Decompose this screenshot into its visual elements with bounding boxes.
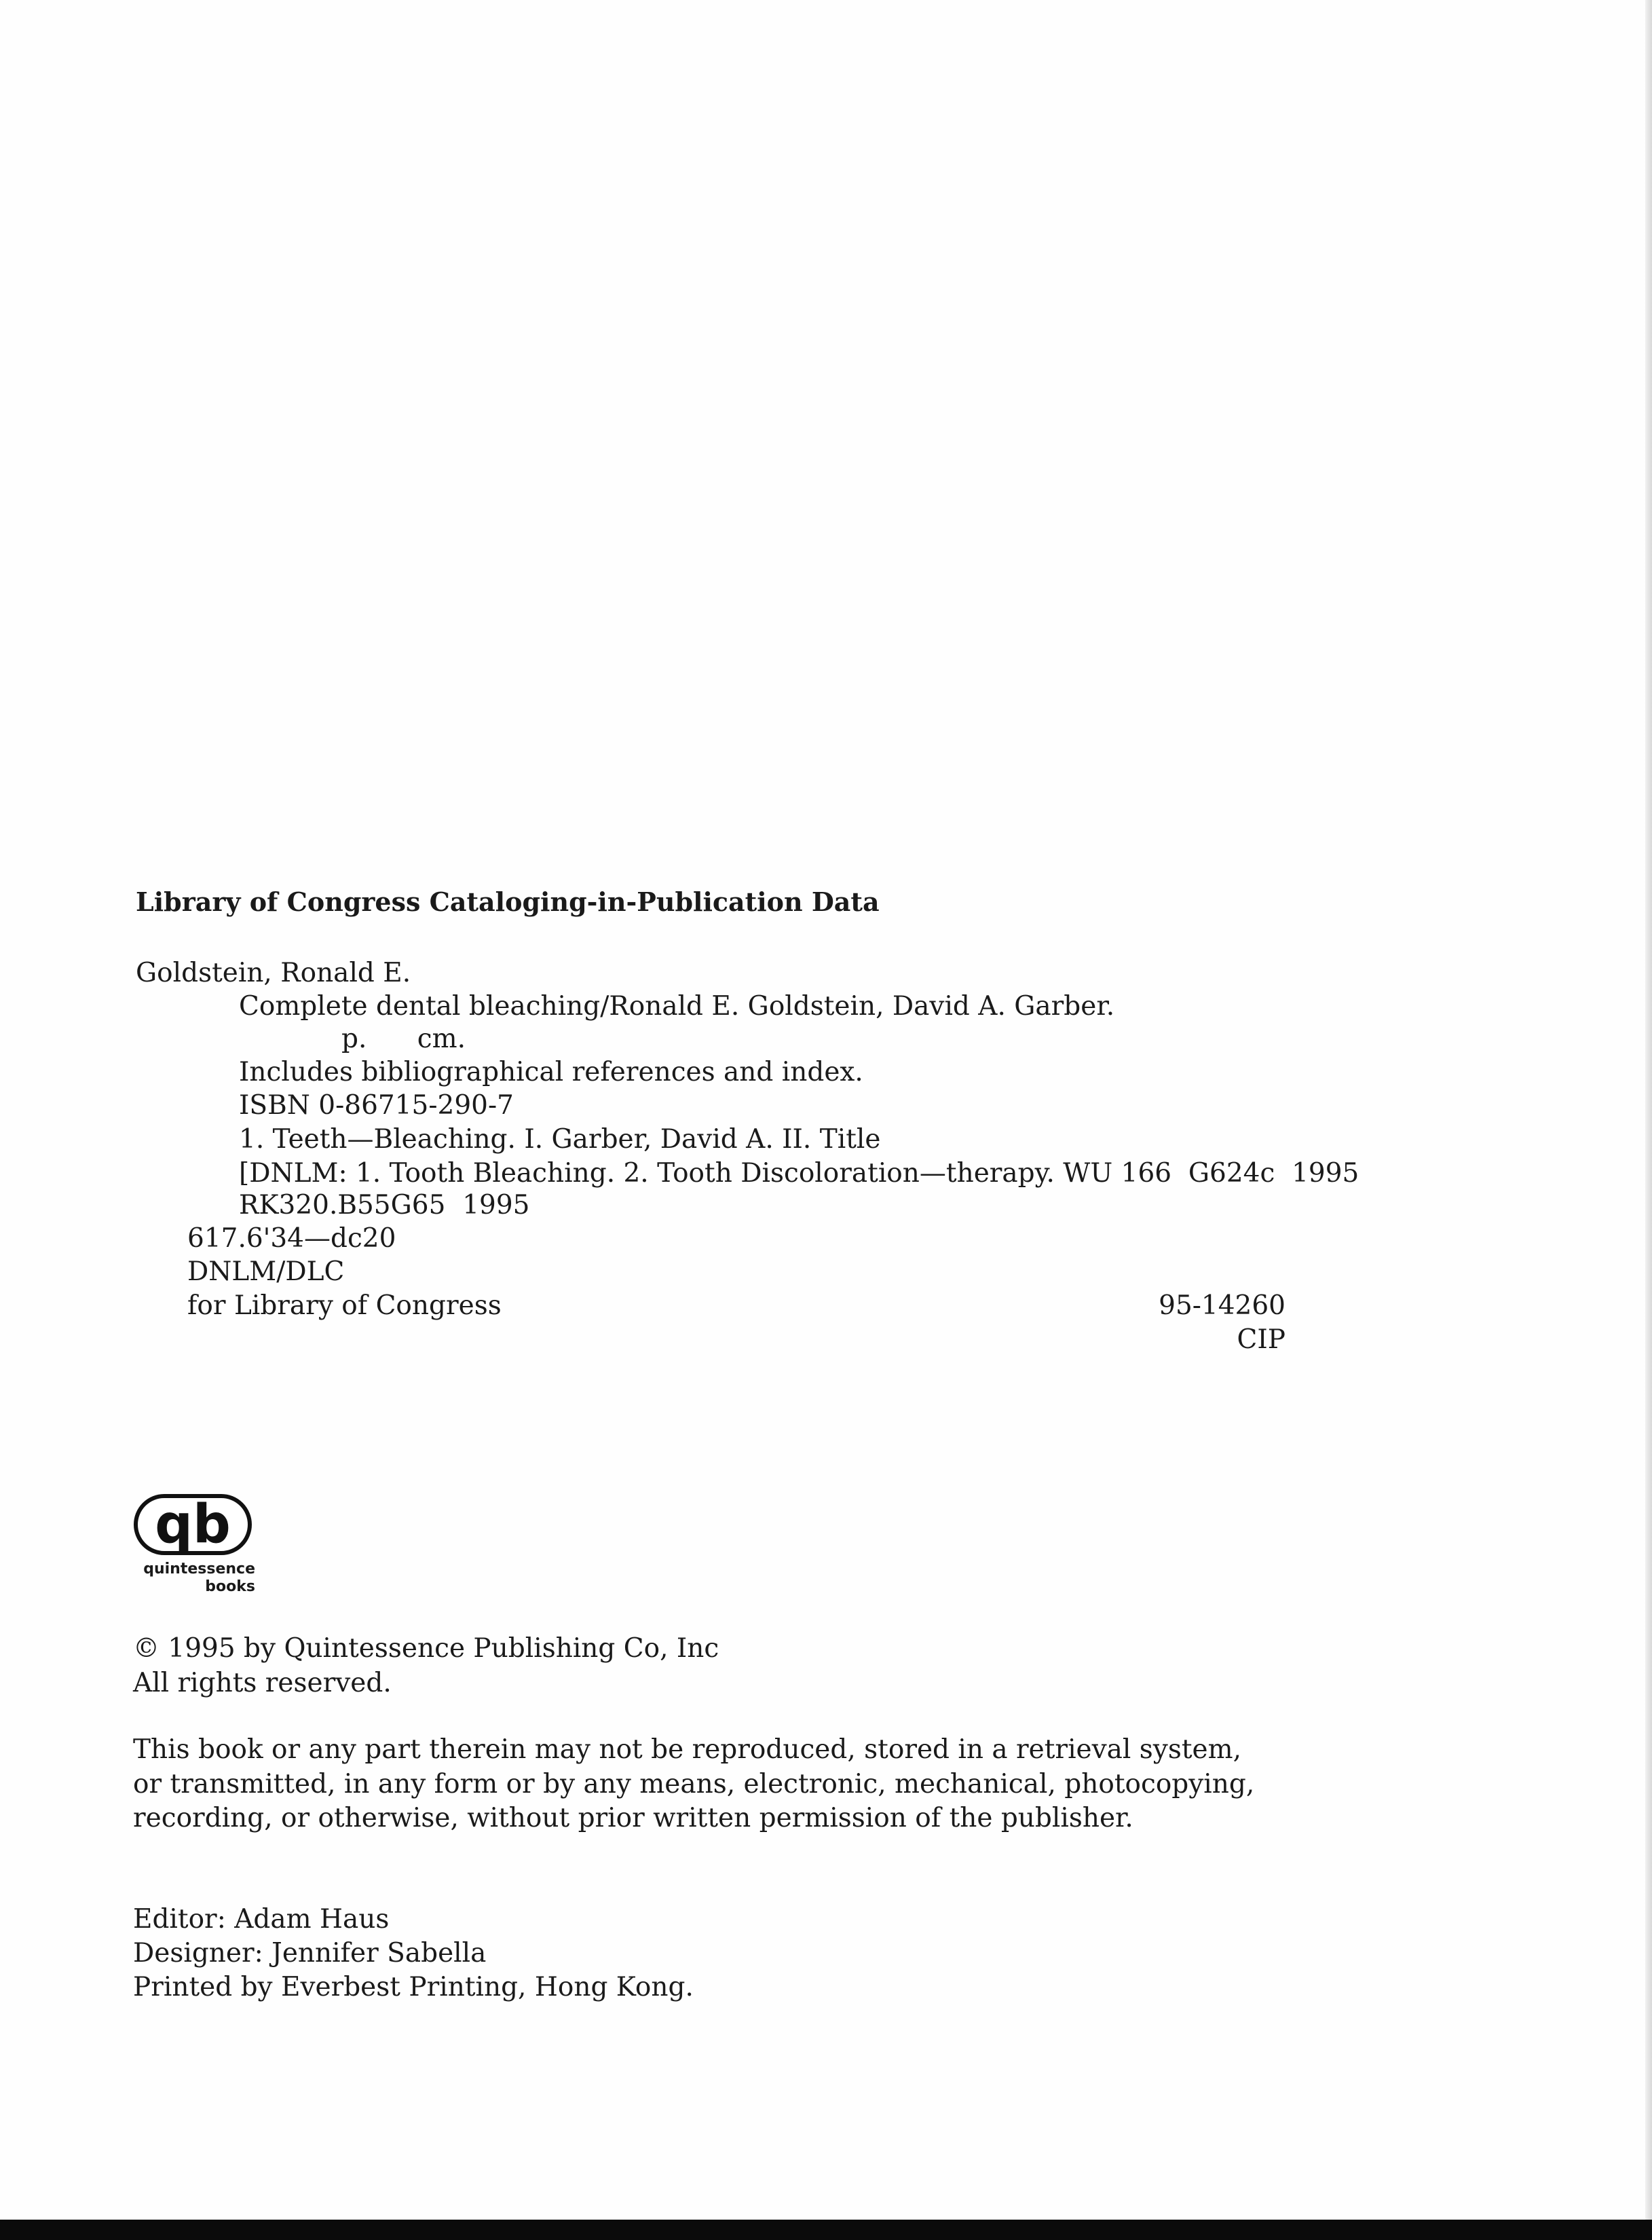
cip-dnlm: [DNLM: 1. Tooth Bleaching. 2. Tooth Discoloration—therapy. WU 166 G624c 1995 <box>239 1158 1359 1189</box>
cip-subjects: 1. Teeth—Bleaching. I. Garber, David A. II. Title <box>239 1124 881 1155</box>
cip-title: Complete dental bleaching/Ronald E. Goldstein, David A. Garber. <box>239 991 1115 1022</box>
cip-lc-call: RK320.B55G65 1995 <box>239 1190 530 1220</box>
credit-printer: Printed by Everbest Printing, Hong Kong. <box>133 1972 694 2002</box>
cip-dewey: 617.6'34—dc20 <box>187 1223 396 1254</box>
cip-label: CIP <box>1237 1324 1285 1355</box>
credit-designer: Designer: Jennifer Sabella <box>133 1938 487 1968</box>
rights-statement-line-1: This book or any part therein may not be reproduced, stored in a retrieval system, <box>133 1734 1241 1765</box>
cip-heading: Library of Congress Cataloging-in-Publication Data <box>136 886 880 917</box>
rights-statement-line-3: recording, or otherwise, without prior written permission of the publisher. <box>133 1803 1133 1833</box>
scan-bottom-border <box>0 2220 1652 2240</box>
page-right-edge <box>1645 0 1652 2220</box>
copyright-line: © 1995 by Quintessence Publishing Co, Inc <box>133 1633 719 1664</box>
credit-editor: Editor: Adam Haus <box>133 1904 390 1935</box>
qb-logo-icon <box>133 1491 255 1558</box>
publisher-logo <box>133 1491 255 1606</box>
cip-notes: Includes bibliographical references and index. <box>239 1057 863 1087</box>
rights-reserved: All rights reserved. <box>133 1668 392 1698</box>
cip-control-number: 95-14260 <box>1159 1290 1285 1321</box>
cip-for-lc: for Library of Congress <box>187 1290 502 1321</box>
cip-isbn: ISBN 0-86715-290-7 <box>239 1090 514 1121</box>
logo-letters: qb <box>155 1494 231 1555</box>
cip-dnlm-dlc: DNLM/DLC <box>187 1256 345 1287</box>
logo-line-quintessence: quintessence <box>143 1561 255 1578</box>
logo-line-books: books <box>205 1578 255 1595</box>
cip-pagination: p. cm. <box>341 1024 466 1054</box>
rights-statement-line-2: or transmitted, in any form or by any means, electronic, mechanical, photocopying, <box>133 1769 1255 1799</box>
cip-author: Goldstein, Ronald E. <box>136 958 411 988</box>
